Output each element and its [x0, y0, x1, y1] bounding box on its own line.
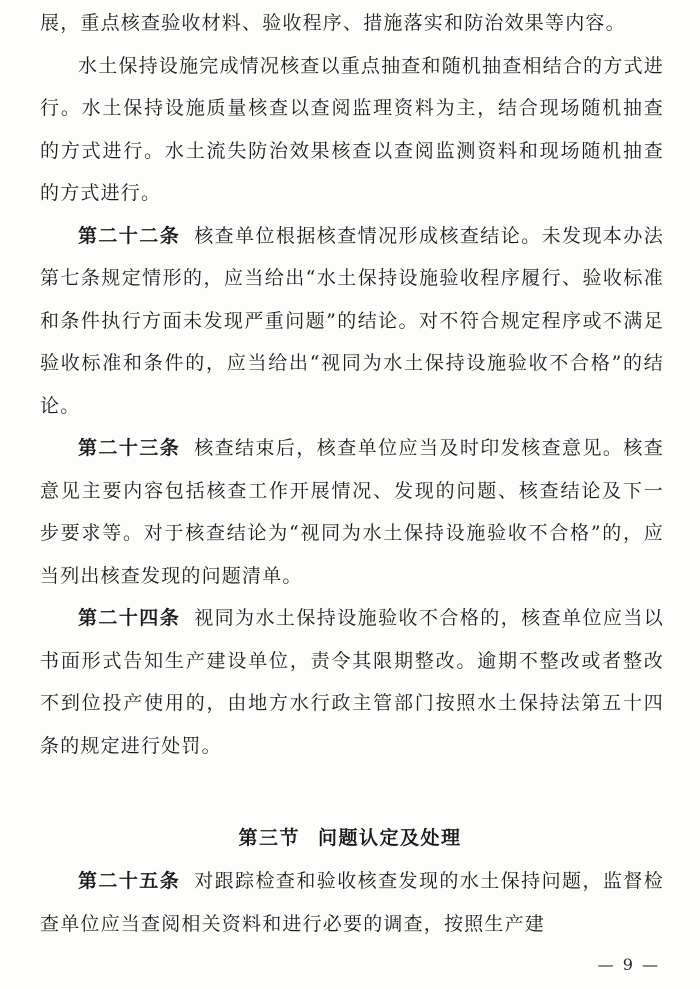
section-number: 第三节	[238, 827, 300, 849]
article-22	[40, 215, 664, 428]
section-title: 问题认定及处理	[318, 827, 462, 849]
article-25-text: 对跟踪检查和验收核查发现的水土保持问题，监督检查单位应当查阅相关资料和进行必要的调查，按照生产建	[40, 870, 664, 935]
page-number: — 9 —	[597, 955, 660, 974]
article-25	[40, 860, 664, 945]
article-23-label: 第二十三条	[78, 437, 181, 459]
article-25-label: 第二十五条	[78, 870, 181, 892]
article-22-text: 核查单位根据核查情况形成核查结论。未发现本办法第七条规定情形的，应当给出“水土保持设施验收程序履行、验收标准和条件执行方面未发现严重问题”的结论。对不符合规定程序或不满足验收标准和条件的，应当给出“视同为水土保持设施验收不合格”的结论。	[40, 224, 664, 417]
article-23-text: 核查结束后，核查单位应当及时印发核查意见。核查意见主要内容包括核查工作开展情况、发现的问题、核查结论及下一步要求等。对于核查结论为“视同为水土保持设施验收不合格”的，应当列出核查发现的问题清单。	[40, 437, 664, 587]
article-24	[40, 597, 664, 767]
paragraph-inspection-methods: 水土保持设施完成情况核查以重点抽查和随机抽查相结合的方式进行。水土保持设施质量核查以查阅监理资料为主，结合现场随机抽查的方式进行。水土流失防治效果核查以查阅监测资料和现场随机抽查的方式进行。	[40, 54, 664, 204]
body-text-upper	[40, 2, 664, 767]
article-24-text: 视同为水土保持设施验收不合格的，核查单位应当以书面形式告知生产建设单位，责令其限期整改。逾期不整改或者整改不到位投产使用的，由地方水行政主管部门按照水土保持法第五十四条的规定进行处罚。	[40, 607, 664, 757]
body-text-lower	[40, 860, 664, 945]
article-24-label: 第二十四条	[78, 607, 181, 629]
article-22-label: 第二十二条	[78, 224, 181, 247]
section-heading	[0, 822, 700, 854]
paragraph-continuation: 展，重点核查验收材料、验收程序、措施落实和防治效果等内容。	[40, 12, 626, 34]
article-23	[40, 427, 664, 597]
